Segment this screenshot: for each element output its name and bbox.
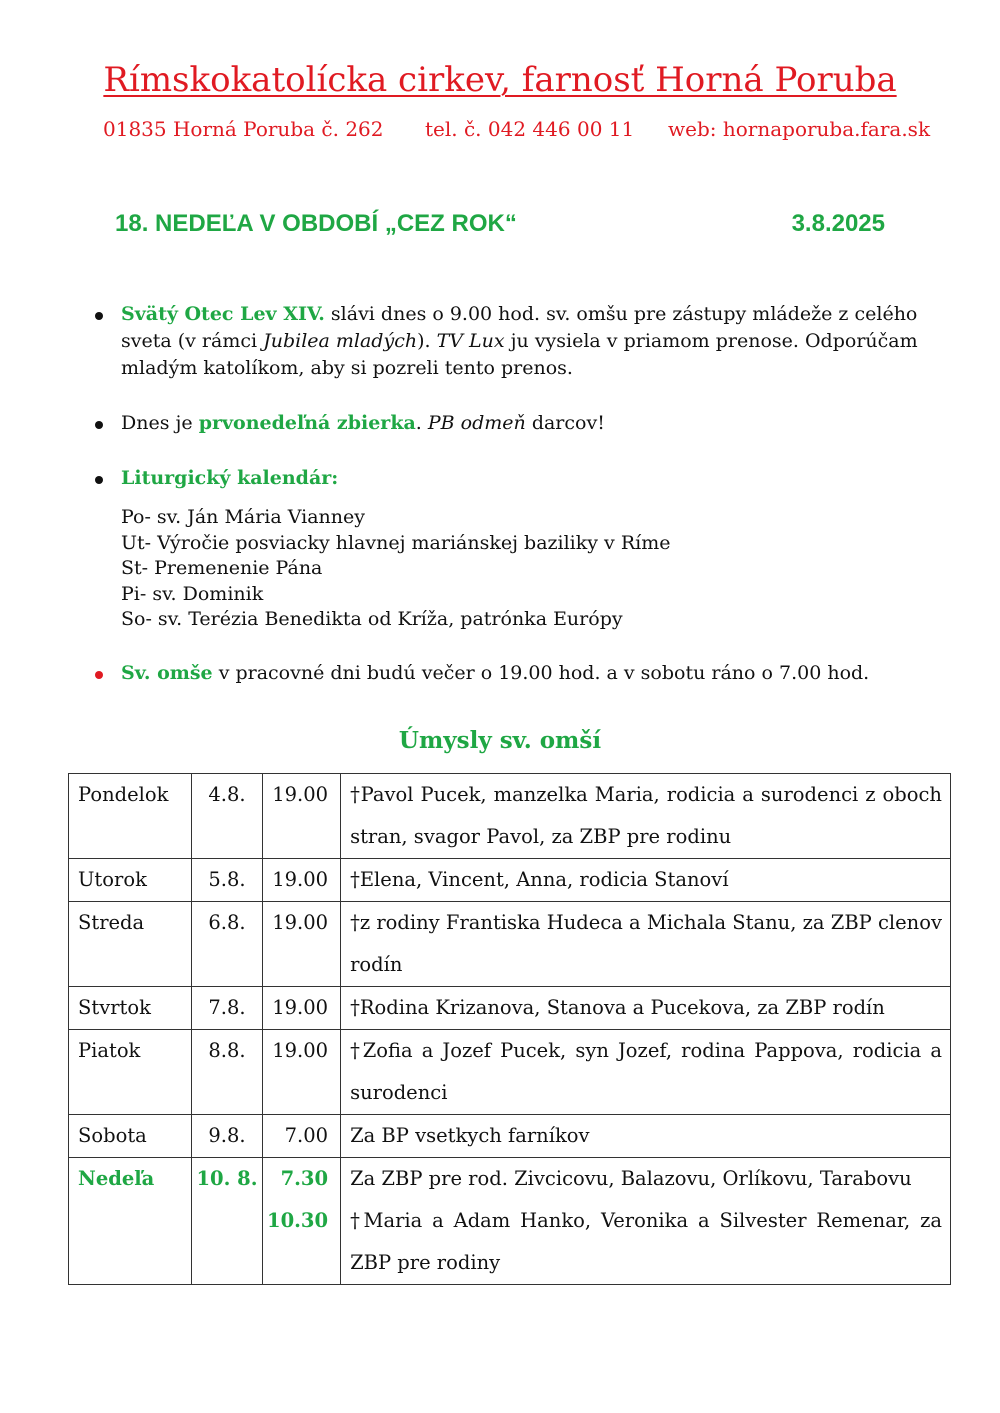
calendar-title: Liturgický kalendár: — [121, 467, 339, 489]
time-cell: 7.00 — [263, 1115, 341, 1158]
address: 01835 Horná Poruba č. 262 — [103, 117, 384, 141]
day-cell: Piatok — [69, 1030, 192, 1115]
parish-title: Rímskokatolícka cirkev, farnosť Horná Poruba — [103, 60, 897, 100]
date-cell: 8.8. — [192, 1030, 263, 1115]
table-row — [69, 859, 951, 902]
time-2: 10.30 — [267, 1209, 329, 1232]
calendar-item: So- sv. Terézia Benedikta od Kríža, patrónka Európy — [121, 608, 623, 630]
intent-cell — [341, 1158, 951, 1285]
table-row-sunday — [69, 1158, 951, 1285]
sunday-name: 18. NEDEĽA V OBDOBÍ „CEZ ROK“ — [115, 210, 517, 237]
date-cell: 6.8. — [192, 902, 263, 987]
intent-cell: †z rodiny Frantiska Hudeca a Michala Stanu, za ZBP clenov rodín — [341, 902, 951, 987]
table-row — [69, 987, 951, 1030]
day-cell: Pondelok — [69, 774, 192, 859]
intent-cell: †Rodina Krizanova, Stanova a Pucekova, za ZBP rodín — [341, 987, 951, 1030]
table-row — [69, 1030, 951, 1115]
calendar-item: Pi- sv. Dominik — [121, 582, 264, 605]
calendar-item: Po- sv. Ján Mária Vianney — [121, 506, 365, 528]
intent-cell: †Zofia a Jozef Pucek, syn Jozef, rodina Pappova, rodicia a surodenci — [341, 1030, 951, 1115]
intentions-table — [68, 773, 951, 1285]
sunday-heading — [115, 210, 890, 238]
time-1: 7.30 — [280, 1167, 329, 1190]
liturgical-calendar — [121, 505, 670, 633]
intent-cell: †Elena, Vincent, Anna, rodicia Stanoví — [341, 859, 951, 902]
intent-cell: Za BP vsetkych farníkov — [341, 1115, 951, 1158]
pope-highlight: Svätý Otec Lev XIV. — [121, 303, 325, 325]
bullet-icon — [95, 421, 103, 429]
collection-highlight: prvonedeľná zbierka — [198, 412, 416, 434]
phone: tel. č. 042 446 00 11 — [425, 117, 635, 141]
time-cell: 19.00 — [263, 1030, 341, 1115]
day-cell: Sobota — [69, 1115, 192, 1158]
announcement-collection: Dnes je prvonedeľná zbierka. PB odmeň darcov! — [95, 410, 945, 437]
time-cell — [263, 1158, 341, 1285]
day-cell: Stvrtok — [69, 987, 192, 1030]
announcement-masses: Sv. omše v pracovné dni budú večer o 19.00 hod. a v sobotu ráno o 7.00 hod. — [95, 660, 945, 687]
bullet-icon — [95, 671, 103, 679]
date-cell: 5.8. — [192, 859, 263, 902]
table-row — [69, 774, 951, 859]
table-row — [69, 902, 951, 987]
website: web: hornaporuba.fara.sk — [668, 117, 931, 141]
time-cell: 19.00 — [263, 987, 341, 1030]
time-cell: 19.00 — [263, 902, 341, 987]
intent-1: Za ZBP pre rod. Zivcicovu, Balazovu, Orlíkovu, Tarabovu — [350, 1167, 912, 1190]
table-row — [69, 1115, 951, 1158]
bullet-icon — [95, 476, 103, 484]
date-cell: 10. 8. — [192, 1158, 263, 1285]
day-cell: Nedeľa — [69, 1158, 192, 1285]
masses-highlight: Sv. omše — [121, 662, 213, 684]
sunday-date: 3.8.2025 — [791, 210, 885, 237]
calendar-item: Ut- Výročie posviacky hlavnej mariánskej baziliky v Ríme — [121, 531, 671, 554]
announcement-calendar — [95, 465, 945, 492]
intent-2: †Maria a Adam Hanko, Veronika a Silvester Remenar, za ZBP pre rodiny — [350, 1209, 942, 1274]
date-cell: 4.8. — [192, 774, 263, 859]
day-cell: Utorok — [69, 859, 192, 902]
bullet-icon — [95, 312, 103, 320]
date-cell: 7.8. — [192, 987, 263, 1030]
intentions-title: Úmysly sv. omší — [398, 727, 602, 754]
time-cell: 19.00 — [263, 859, 341, 902]
announcement-pope: Svätý Otec Lev XIV. slávi dnes o 9.00 hod. sv. omšu pre zástupy mládeže z celého sveta (v rámci Jubilea mladých). TV Lux ju vysiela v priamom prenose. Odporúčam mladým katolíkom, aby si pozreli tento prenos. — [95, 301, 945, 382]
calendar-item: St- Premenenie Pána — [121, 557, 323, 579]
date-cell: 9.8. — [192, 1115, 263, 1158]
day-cell: Streda — [69, 902, 192, 987]
intent-cell: †Pavol Pucek, manzelka Maria, rodicia a surodenci z oboch stran, svagor Pavol, za ZBP pre rodinu — [341, 774, 951, 859]
time-cell: 19.00 — [263, 774, 341, 859]
